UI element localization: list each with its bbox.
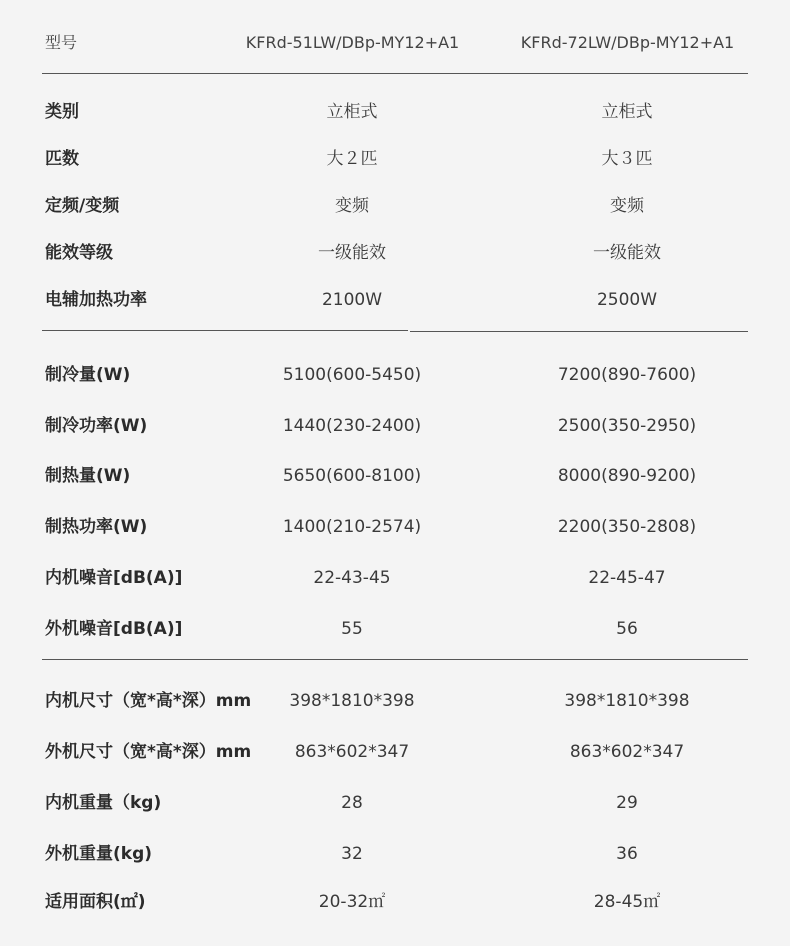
spec-label: 能效等级 xyxy=(45,243,113,263)
spec-value-model-1: 5650(600-8100) xyxy=(282,466,422,486)
divider xyxy=(42,73,748,74)
header-label: 型号 xyxy=(45,33,78,52)
spec-label: 电辅加热功率 xyxy=(45,290,147,310)
spec-value-model-2: 2500W xyxy=(596,290,658,310)
spec-row-outdoor-noise xyxy=(0,614,790,644)
header-row xyxy=(0,28,790,58)
spec-label: 类别 xyxy=(45,102,79,122)
spec-label: 外机重量(kg) xyxy=(45,844,153,864)
divider xyxy=(42,330,408,331)
spec-row-aux-heating xyxy=(0,285,790,315)
spec-value-model-2: 398*1810*398 xyxy=(564,691,690,711)
spec-row-energy-grade xyxy=(0,238,790,268)
spec-value-model-1: 变频 xyxy=(335,196,369,216)
spec-label: 制热功率(W) xyxy=(45,517,148,537)
spec-row-outdoor-size xyxy=(0,737,790,767)
spec-value-model-2: 一级能效 xyxy=(593,243,661,263)
spec-row-indoor-weight xyxy=(0,788,790,818)
spec-row-outdoor-weight xyxy=(0,839,790,869)
spec-label: 外机噪音[dB(A)] xyxy=(45,619,183,639)
spec-value-model-1: 1440(230-2400) xyxy=(282,416,422,436)
spec-row-indoor-noise xyxy=(0,563,790,593)
spec-value-model-1: 2100W xyxy=(321,290,383,310)
spec-value-model-2: 28-45㎡ xyxy=(593,892,661,912)
spec-value-model-1: 1400(210-2574) xyxy=(282,517,422,537)
spec-row-heating-capacity xyxy=(0,461,790,491)
spec-row-cooling-capacity xyxy=(0,360,790,390)
spec-value-model-2: 8000(890-9200) xyxy=(557,466,697,486)
spec-value-model-1: 863*602*347 xyxy=(294,742,410,762)
spec-value-model-1: 32 xyxy=(341,844,363,864)
spec-row-horsepower xyxy=(0,144,790,174)
spec-value-model-2: 29 xyxy=(616,793,638,813)
spec-value-model-2: 2200(350-2808) xyxy=(557,517,697,537)
model-1-name: KFRd-51LW/DBp-MY12+A1 xyxy=(245,33,460,52)
spec-row-indoor-size xyxy=(0,686,790,716)
divider xyxy=(410,331,748,332)
spec-label: 内机噪音[dB(A)] xyxy=(45,568,183,588)
spec-value-model-2: 7200(890-7600) xyxy=(557,365,697,385)
spec-row-cooling-power xyxy=(0,411,790,441)
spec-value-model-2: 56 xyxy=(616,619,638,639)
spec-value-model-1: 立柜式 xyxy=(326,102,378,122)
spec-label: 外机尺寸（宽*高*深）mm xyxy=(45,742,252,762)
divider xyxy=(42,659,748,660)
spec-label: 匹数 xyxy=(45,149,79,169)
spec-label: 制冷功率(W) xyxy=(45,416,148,436)
spec-value-model-2: 大３匹 xyxy=(601,149,653,169)
spec-label: 制冷量(W) xyxy=(45,365,131,385)
spec-value-model-2: 36 xyxy=(616,844,638,864)
model-2-name: KFRd-72LW/DBp-MY12+A1 xyxy=(520,33,735,52)
spec-row-applicable-area xyxy=(0,887,790,917)
spec-value-model-2: 2500(350-2950) xyxy=(557,416,697,436)
spec-value-model-2: 863*602*347 xyxy=(569,742,685,762)
spec-label: 制热量(W) xyxy=(45,466,131,486)
spec-row-type xyxy=(0,97,790,127)
spec-value-model-1: 大２匹 xyxy=(326,149,378,169)
spec-value-model-2: 变频 xyxy=(610,196,644,216)
spec-value-model-1: 398*1810*398 xyxy=(289,691,415,711)
spec-value-model-2: 立柜式 xyxy=(601,102,653,122)
spec-label: 内机重量（kg) xyxy=(45,793,162,813)
spec-value-model-1: 22-43-45 xyxy=(313,568,391,588)
spec-row-heating-power xyxy=(0,512,790,542)
spec-value-model-1: 28 xyxy=(341,793,363,813)
spec-value-model-1: 55 xyxy=(341,619,363,639)
spec-value-model-1: 5100(600-5450) xyxy=(282,365,422,385)
spec-value-model-1: 一级能效 xyxy=(318,243,386,263)
spec-label: 内机尺寸（宽*高*深）mm xyxy=(45,691,252,711)
spec-label: 适用面积(㎡) xyxy=(45,892,146,912)
spec-row-frequency xyxy=(0,191,790,221)
spec-label: 定频/变频 xyxy=(45,196,120,216)
spec-value-model-2: 22-45-47 xyxy=(588,568,666,588)
spec-value-model-1: 20-32㎡ xyxy=(318,892,386,912)
